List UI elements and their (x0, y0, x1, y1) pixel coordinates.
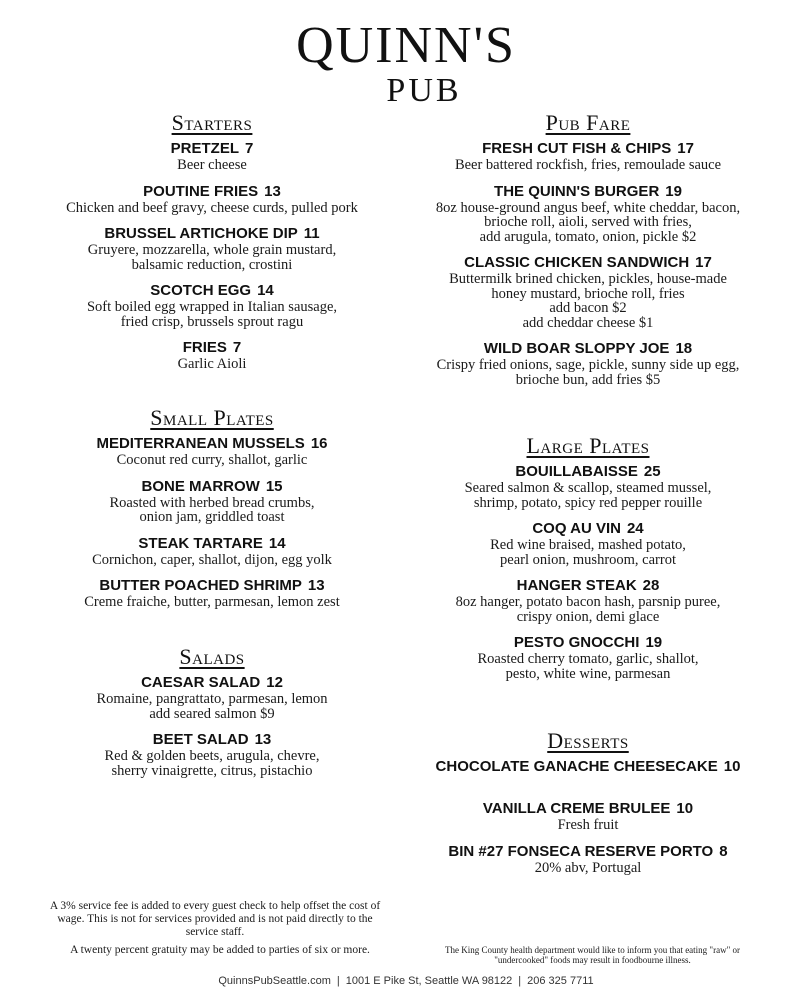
menu-item (22, 478, 402, 525)
item-description: Romaine, pangrattato, parmesan, lemon add seared salmon $9 (96, 691, 328, 722)
section-title: Pub Fare (545, 110, 631, 135)
menu-item (22, 731, 402, 778)
item-name: THE QUINN'S BURGER (494, 182, 660, 200)
item-name: CHOCOLATE GANACHE CHEESECAKE (435, 758, 718, 775)
item-name: PRETZEL (170, 140, 239, 157)
item-name: COQ AU VIN (532, 520, 621, 537)
menu-item (22, 140, 402, 173)
item-name: BRUSSEL ARTICHOKE DIP (104, 225, 298, 242)
item-name: BONE MARROW (141, 477, 260, 495)
item-name: MEDITERRANEAN MUSSELS (96, 435, 305, 452)
health-notice: The King County health department would like to inform you that eating "raw" or "undercooked" foods may result in foodbourne illness. (444, 945, 741, 965)
item-price: 17 (677, 140, 694, 157)
item-price: 15 (265, 477, 283, 495)
item-price: 13 (254, 731, 272, 748)
item-price: 24 (626, 520, 644, 537)
item-name: BUTTER POACHED SHRIMP (99, 577, 302, 594)
item-description: Roasted with herbed bread crumbs, onion jam, griddled toast (109, 494, 315, 525)
section-small-plates (22, 405, 402, 620)
item-name: CLASSIC CHICKEN SANDWICH (464, 254, 690, 271)
menu-item (398, 340, 778, 387)
item-name: POUTINE FRIES (143, 182, 259, 200)
item-description: Red & golden beets, arugula, chevre, sherry vinaigrette, citrus, pistachio (104, 748, 320, 779)
menu-item (22, 225, 402, 272)
item-price: 14 (257, 282, 274, 299)
section-large-plates (398, 433, 778, 691)
item-description: Roasted cherry tomato, garlic, shallot, pesto, white wine, parmesan (477, 651, 699, 682)
item-price: 11 (303, 225, 320, 242)
item-price: 10 (723, 758, 741, 775)
item-price: 7 (232, 339, 242, 356)
menu-item (22, 535, 402, 568)
item-description: Garlic Aioli (177, 356, 247, 372)
item-name: BEET SALAD (152, 731, 249, 748)
section-title: Large Plates (526, 433, 650, 458)
item-price: 8 (719, 842, 728, 860)
item-description: 8oz house-ground angus beef, white cheddar, bacon, brioche roll, aioli, served with fries, add arugula, tomato, onion, pickle $2 (435, 199, 741, 245)
item-name: BIN #27 FONSECA RESERVE PORTO (448, 842, 714, 860)
menu-item (22, 183, 402, 216)
item-description: Creme fraiche, butter, parmesan, lemon zest (84, 594, 340, 610)
gratuity-note: A twenty percent gratuity may be added to parties of six or more. (70, 944, 370, 956)
item-name: VANILLA CREME BRULEE (482, 800, 671, 817)
menu-item (22, 339, 402, 372)
contact-line (0, 975, 812, 987)
phone-number[interactable]: 206 325 7711 (527, 975, 594, 987)
menu-item (398, 843, 778, 876)
menu-item (22, 674, 402, 721)
menu-item (22, 577, 402, 610)
item-description: Coconut red curry, shallot, garlic (116, 452, 308, 468)
menu-item (398, 254, 778, 330)
item-description: 20% abv, Portugal (534, 859, 642, 876)
item-name: BOUILLABAISSE (515, 463, 638, 480)
logo-subtitle: PUB (386, 72, 462, 109)
section-title: Desserts (547, 728, 629, 753)
address: 1001 E Pike St, Seattle WA 98122 (345, 975, 513, 987)
restaurant-logo (0, 18, 812, 108)
item-description: Soft boiled egg wrapped in Italian sausage, fried crisp, brussels sprout ragu (86, 299, 338, 330)
logo-title: QUINN'S (296, 17, 516, 74)
menu-item (398, 140, 778, 173)
menu-item (398, 183, 778, 245)
item-description: Cornichon, caper, shallot, dijon, egg yolk (92, 551, 332, 568)
menu-item (22, 435, 402, 468)
item-name: FRESH CUT FISH & CHIPS (482, 140, 672, 157)
service-fee-note: A 3% service fee is added to every guest check to help offset the cost of wage. This is not for services provided and is not paid directly to the service staff. (49, 900, 381, 938)
item-name: SCOTCH EGG (150, 282, 252, 299)
item-price: 13 (264, 182, 281, 200)
section-title: Salads (179, 644, 245, 669)
item-name: WILD BOAR SLOPPY JOE (483, 340, 670, 357)
item-price: 19 (665, 182, 682, 200)
section-desserts (398, 728, 778, 885)
section-title: Starters (171, 110, 253, 135)
menu-item (398, 463, 778, 510)
item-price: 7 (245, 140, 254, 157)
item-description: Chicken and beef gravy, cheese curds, pulled pork (66, 199, 358, 216)
item-description: Red wine braised, mashed potato, pearl onion, mushroom, carrot (490, 537, 686, 568)
menu-item (398, 634, 778, 681)
menu-item (398, 758, 778, 776)
item-description: Gruyere, mozzarella, whole grain mustard, balsamic reduction, crostini (87, 242, 337, 273)
item-description: Beer battered rockfish, fries, remoulade sauce (454, 157, 722, 173)
item-description: 8oz hanger, potato bacon hash, parsnip puree, crispy onion, demi glace (455, 594, 721, 625)
separator: | (518, 975, 522, 987)
menu-item (398, 577, 778, 624)
menu-item (22, 282, 402, 329)
menu-item (398, 520, 778, 567)
item-name: CAESAR SALAD (141, 674, 261, 691)
item-description: Buttermilk brined chicken, pickles, house-made honey mustard, brioche roll, fries add bacon $2 add cheddar cheese $1 (449, 271, 727, 331)
item-description: Fresh fruit (557, 817, 619, 833)
item-description: Crispy fried onions, sage, pickle, sunny side up egg, brioche bun, add fries $5 (436, 357, 740, 388)
item-price: 10 (676, 800, 694, 817)
section-pub-fare (398, 110, 778, 397)
item-name: PESTO GNOCCHI (513, 634, 640, 651)
separator: | (336, 975, 340, 987)
item-price: 17 (695, 254, 712, 271)
section-salads (22, 644, 402, 788)
item-name: FRIES (182, 339, 227, 356)
item-price: 12 (266, 674, 283, 691)
item-description: Beer cheese (177, 157, 247, 173)
item-price: 28 (642, 577, 660, 594)
item-price: 16 (310, 435, 328, 452)
item-price: 14 (268, 534, 286, 552)
item-price: 18 (675, 340, 693, 357)
item-name: HANGER STEAK (516, 577, 637, 594)
item-price: 25 (643, 463, 661, 480)
item-price: 19 (645, 634, 663, 651)
item-price: 13 (307, 577, 325, 594)
menu-item (398, 800, 778, 833)
website-link[interactable]: QuinnsPubSeattle.com (218, 975, 331, 987)
section-title: Small Plates (150, 405, 274, 430)
section-starters (22, 110, 402, 382)
item-name: STEAK TARTARE (138, 534, 263, 552)
item-description: Seared salmon & scallop, steamed mussel, shrimp, potato, spicy red pepper rouille (464, 480, 712, 511)
